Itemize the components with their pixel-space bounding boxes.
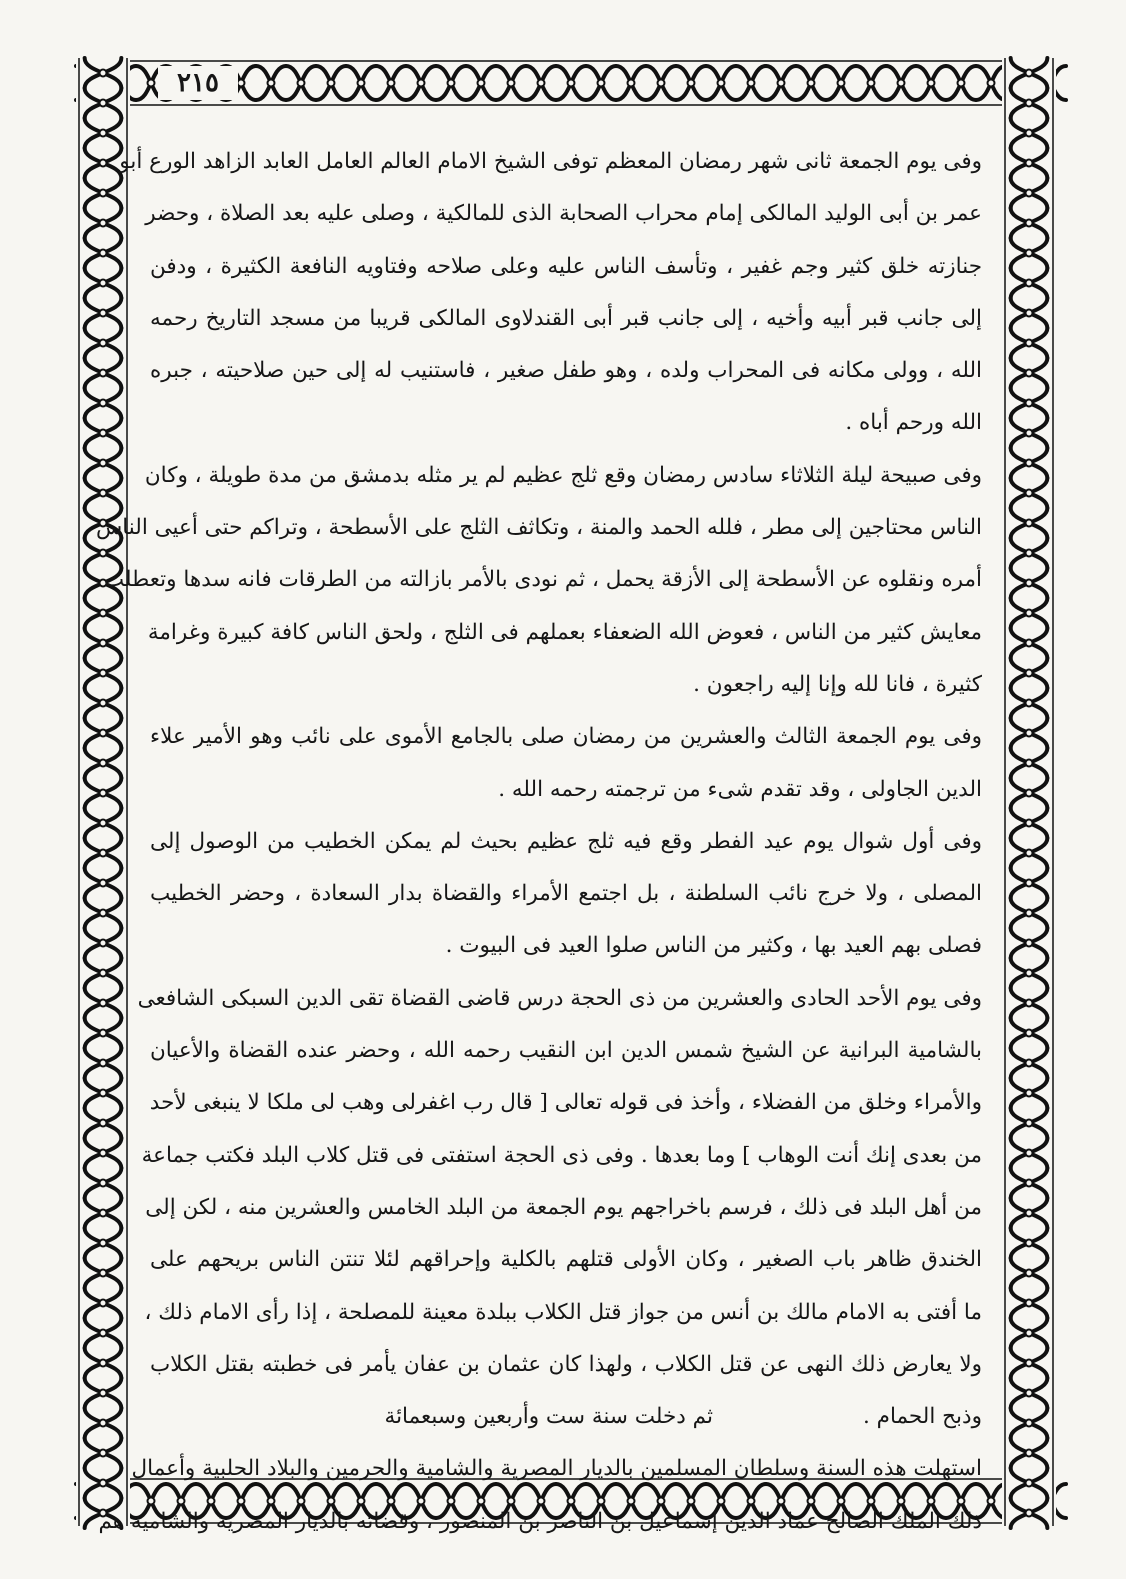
- text-line: وفى يوم الأحد الحادى والعشرين من ذى الحجة درس قاضى القضاة تقى الدين السبكى الشافعى: [137, 985, 982, 1011]
- text-line: الخندق ظاهر باب الصغير ، وكان الأولى قتلهم بالكلية وإحراقهم لئلا تنتن الناس بريحهم على: [150, 1247, 982, 1273]
- text-line: بالشامية البرانية عن الشيخ شمس الدين ابن النقيب رحمه الله ، وحضر عنده القضاة والأعيان: [150, 1038, 982, 1064]
- text-line: وفى يوم الجمعة ثانى شهر رمضان المعظم توفى الشيخ الامام العالم العامل العابد الزاهد الورع أبو: [119, 149, 982, 174]
- text-line: وفى يوم الجمعة الثالث والعشرين من رمضان صلى بالجامع الأموى على نائب وهو الأمير علاء: [150, 724, 982, 750]
- text-line: ذلك الملك الصالح عماد الدين إسماعيل بن الناصر بن المنصور ، وقضاته بالديار المصرية والشامية هم: [98, 1508, 982, 1534]
- text-line: فصلى بهم العيد بها ، وكثير من الناس صلوا العيد فى البيوت .: [445, 933, 982, 959]
- text-line: وفى أول شوال يوم عيد الفطر وقع فيه ثلج عظيم بحيث لم يمكن الخطيب من الوصول إلى: [150, 828, 982, 854]
- section-heading: ثم دخلت سنة ست وأربعين وسبعمائة: [384, 1404, 713, 1430]
- text-line: والأمراء وخلق من الفضلاء ، وأخذ فى قوله تعالى [ قال رب اغفرلى وهب لى ملكا لا ينبغى لأحد: [149, 1090, 982, 1116]
- text-line: أمره ونقلوه عن الأسطحة إلى الأزقة يحمل ، ثم نودى بالأمر بازالته من الطرقات فانه سدها وتعطلت: [103, 567, 982, 593]
- text-line: كثيرة ، فانا لله وإنا إليه راجعون .: [693, 671, 982, 697]
- text-line: المصلى ، ولا خرج نائب السلطنة ، بل اجتمع الأمراء والقضاة بدار السعادة ، وحضر الخطيب: [150, 881, 982, 907]
- text-line: جنازته خلق كثير وجم غفير ، وتأسف الناس عليه وعلى صلاحه وفتاويه النافعة الكثيرة ، ودفن: [150, 253, 982, 279]
- page-body: [95, 136, 982, 1534]
- text-line: وفى صبيحة ليلة الثلاثاء سادس رمضان وقع ثلج عظيم لم ير مثله بدمشق من مدة طويلة ، وكان: [144, 462, 982, 488]
- text-line: إلى جانب قبر أبيه وأخيه ، إلى جانب قبر أبى القندلاوى المالكى قريبا من مسجد التاريخ رحمه: [150, 305, 982, 331]
- text-line: الله ، وولى مكانه فى المحراب ولده ، وهو طفل صغير ، فاستنيب له إلى حين صلاحيته ، جبره: [150, 358, 982, 384]
- text-line: معايش كثير من الناس ، فعوض الله الضعفاء بعملهم فى الثلج ، ولحق الناس كافة كبيرة وغرامة: [147, 619, 982, 645]
- text-line: الدين الجاولى ، وقد تقدم شىء من ترجمته رحمه الله .: [498, 776, 982, 802]
- text-line: استهلت هذه السنة وسلطان المسلمين بالديار المصرية والشامية والحرمين والبلاد الحلبية وأعمال: [131, 1456, 982, 1482]
- text-line: عمر بن أبى الوليد المالكى إمام محراب الصحابة الذى للمالكية ، وصلى عليه بعد الصلاة ، وحضر: [145, 201, 982, 227]
- text-line: وذبح الحمام .: [862, 1404, 982, 1430]
- text-line: من أهل البلد فى ذلك ، فرسم باخراجهم يوم الجمعة من البلد الخامس والعشرين منه ، لكن إلى: [145, 1194, 982, 1220]
- text-line: الناس محتاجين إلى مطر ، فلله الحمد والمنة ، وتكاثف الثلج على الأسطحة ، وتراكم حتى أعيى الناس: [95, 515, 982, 541]
- text-line-with-heading: [150, 1391, 982, 1443]
- page-number: ٢١٥: [158, 66, 238, 100]
- text-line: ما أفتى به الامام مالك بن أنس من جواز قتل الكلاب ببلدة معينة للمصلحة ، إذا رأى الامام ذلك ،: [144, 1299, 982, 1325]
- border-left: [76, 58, 130, 1526]
- text-line: ولا يعارض ذلك النهى عن قتل الكلاب ، ولهذا كان عثمان بن عفان يأمر فى خطبته بقتل الكلاب: [150, 1351, 982, 1377]
- text-line: الله ورحم أباه .: [845, 410, 982, 436]
- border-right: [1002, 58, 1056, 1526]
- text-line: من بعدى إنك أنت الوهاب ] وما بعدها . وفى ذى الحجة استفتى فى قتل كلاب البلد فكتب جماعة: [141, 1142, 982, 1168]
